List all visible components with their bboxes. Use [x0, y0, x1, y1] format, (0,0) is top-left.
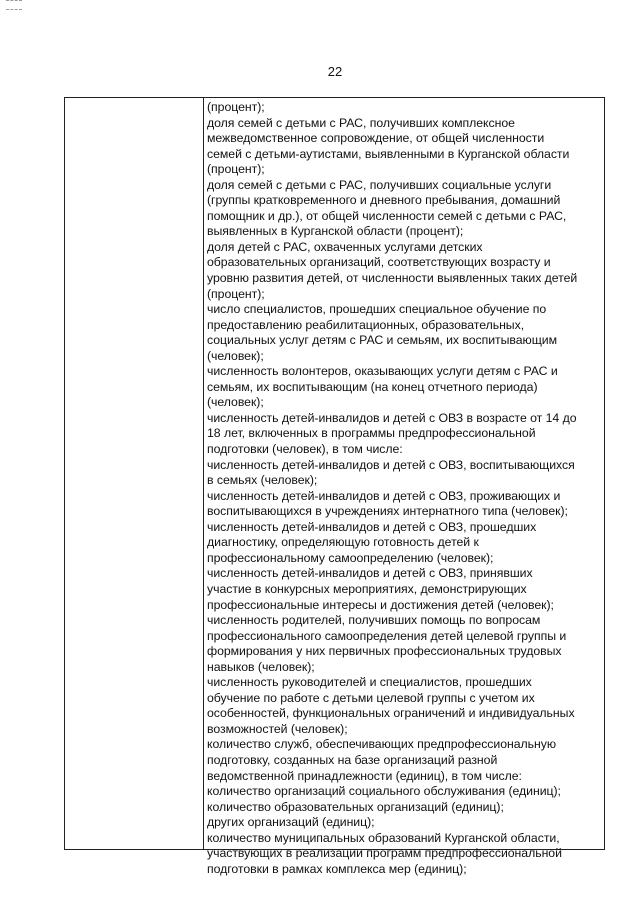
page-number: 22 [327, 64, 343, 79]
indicator-text-line: (группы кратковременного и дневного пребывания, домашний [207, 193, 561, 208]
table-column-divider [203, 98, 204, 849]
indicator-text-line: число специалистов, прошедших специальное обучение по [207, 302, 547, 317]
indicator-text-line: численность родителей, получивших помощь по вопросам [207, 613, 541, 628]
indicators-table [64, 97, 605, 876]
scan-corner-mark [6, 0, 22, 10]
indicator-text-line: подготовку, созданных на базе организаций разной [207, 752, 498, 767]
indicator-text-line: численность волонтеров, оказывающих услуги детям с РАС и [207, 364, 558, 379]
indicator-text-line: семьям, их воспитывающим (на конец отчетного периода) [207, 379, 538, 394]
indicator-text-line: других организаций (единиц); [207, 815, 375, 830]
indicator-text-line: количество организаций социального обслуживания (единиц); [207, 784, 561, 799]
indicator-text-line: обучение по работе с детьми целевой группы с учетом их [207, 690, 535, 705]
indicator-text-line: возможностей (человек); [207, 721, 348, 736]
indicator-text-line: воспитывающихся в учреждениях интернатного типа (человек); [207, 504, 568, 519]
indicator-text-line: (процент); [207, 286, 265, 301]
indicator-text-line: доля детей с РАС, охваченных услугами детских [207, 239, 483, 254]
indicator-text-line: численность детей-инвалидов и детей с ОВЗ, воспитывающихся [207, 457, 575, 472]
indicator-text-line: ведомственной принадлежности (единиц), в том числе: [207, 768, 522, 783]
indicator-text-line: профессиональному самоопределению (человек); [207, 550, 494, 565]
indicator-text-line: участие в конкурсных мероприятиях, демонстрирующих [207, 581, 527, 596]
indicator-text-line: подготовки (человек), в том числе: [207, 442, 403, 457]
indicator-text-line: участвующих в реализации программ предпрофессиональной [207, 846, 562, 861]
table-right-cell [207, 100, 603, 877]
indicator-text-line: численность детей-инвалидов и детей с ОВЗ, проживающих и [207, 488, 561, 503]
indicator-text-line: (человек); [207, 348, 264, 363]
indicator-text-line: семей с детьми-аутистами, выявленными в Курганской области [207, 146, 570, 161]
indicator-text-line: 18 лет, включенных в программы предпрофессиональной [207, 426, 536, 441]
indicator-text-line: доля семей с детьми с РАС, получивших комплексное [207, 115, 515, 130]
indicator-text-line: предоставлению реабилитационных, образовательных, [207, 317, 525, 332]
indicator-text-line: профессиональные интересы и достижения детей (человек); [207, 597, 554, 612]
indicator-text-line: межведомственное сопровождение, от общей численности [207, 131, 545, 146]
indicator-text-line: численность детей-инвалидов и детей с ОВЗ в возрасте от 14 до [207, 410, 577, 425]
indicator-text-line: уровню развития детей, от численности выявленных таких детей [207, 271, 578, 286]
indicator-text-line: (процент); [207, 162, 265, 177]
indicator-text-line: численность детей-инвалидов и детей с ОВЗ, принявших [207, 566, 533, 581]
indicator-text-line: формирования у них первичных профессиональных трудовых [207, 644, 562, 659]
indicator-text-line: численность детей-инвалидов и детей с ОВЗ, прошедших [207, 519, 537, 534]
indicator-text-line: количество образовательных организаций (единиц); [207, 799, 504, 814]
indicator-text-line: навыков (человек); [207, 659, 315, 674]
indicator-text-line: диагностику, определяющую готовность детей к [207, 535, 479, 550]
indicator-text-line: профессионального самоопределения детей целевой группы и [207, 628, 567, 643]
indicator-text-line: численность руководителей и специалистов, прошедших [207, 675, 532, 690]
indicator-text-line: социальных услуг детям с РАС и семьям, их воспитывающим [207, 333, 558, 348]
indicator-text-line: (процент); [207, 100, 265, 114]
indicator-text-line: количество служб, обеспечивающих предпрофессиональную [207, 737, 557, 752]
indicator-text-line: выявленных в Курганской области (процент); [207, 224, 464, 239]
indicator-text-line: особенностей, функциональных ограничений и индивидуальных [207, 706, 575, 721]
indicator-text-line: образовательных организаций, соответствующих возрасту и [207, 255, 551, 270]
indicator-text-line: доля семей с детьми с РАС, получивших социальные услуги [207, 177, 552, 192]
indicator-text-line: количество муниципальных образований Курганской области, [207, 830, 560, 845]
indicator-text-line: в семьях (человек); [207, 473, 318, 488]
indicator-text-line: (человек); [207, 395, 264, 410]
indicator-text-line: помощник и др.), от общей численности семей с детьми с РАС, [207, 208, 567, 223]
indicator-text-line: подготовки в рамках комплекса мер (единиц); [207, 861, 467, 876]
